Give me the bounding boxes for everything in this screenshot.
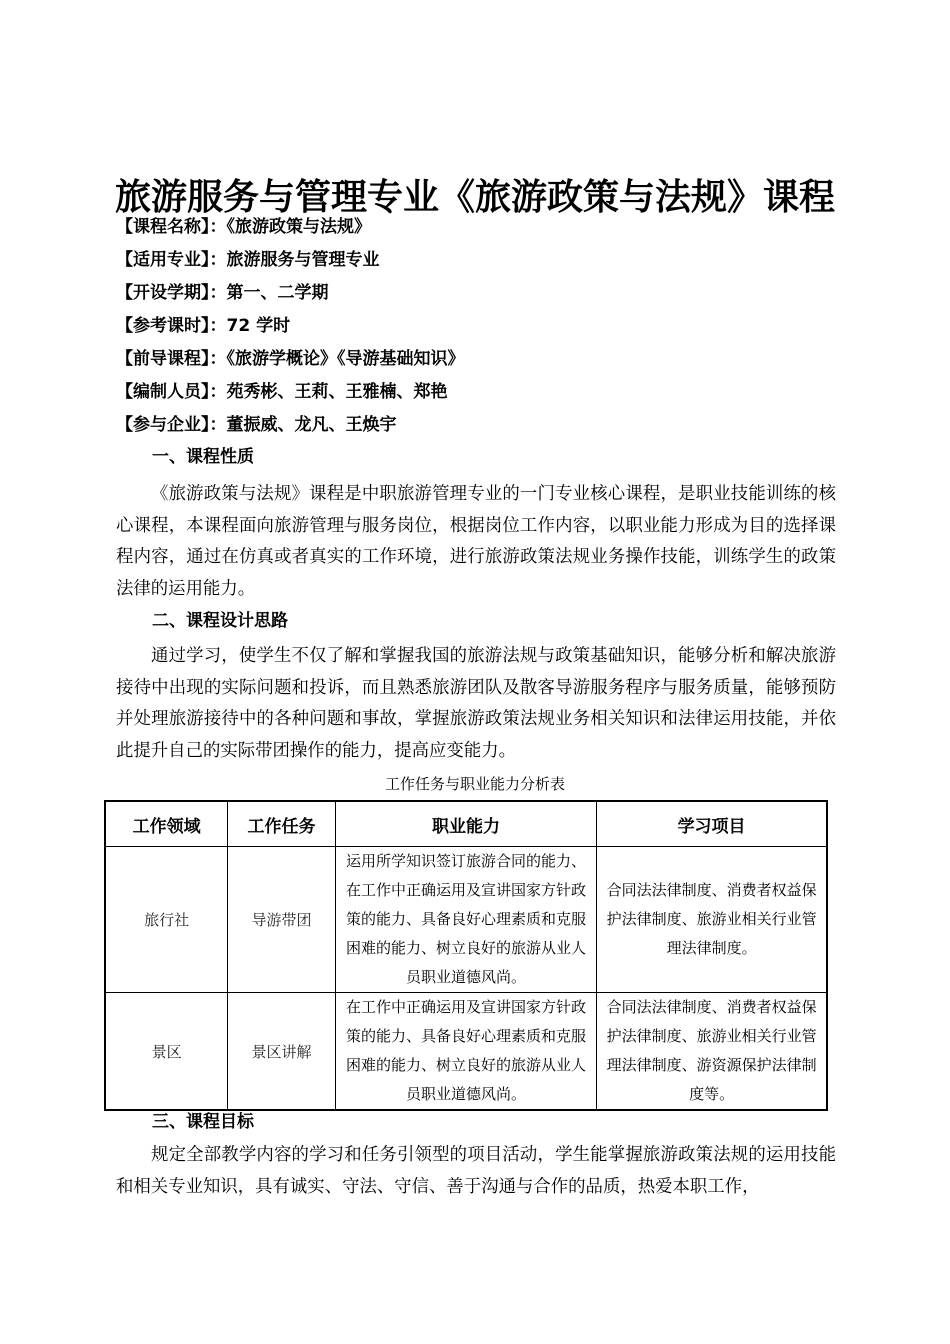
meta-major <box>116 244 836 277</box>
course-meta <box>116 211 836 442</box>
table-row <box>105 847 827 993</box>
cell-task: 导游带团 <box>228 847 336 993</box>
meta-semester <box>116 277 836 310</box>
section-text-design: 通过学习，使学生不仅了解和掌握我国的旅游法规与政策基础知识，能够分析和解决旅游接待中出现的实际问题和投诉，而且熟悉旅游团队及散客导游服务程序与服务质量，能够预防并处理旅游接待中的各种问题和事故，掌握旅游政策法规业务相关知识和法律运用技能，并依此提升自己的实际带团操作的能力，提高应变能力。 <box>116 646 836 761</box>
section-text-nature: 《旅游政策与法规》课程是中职旅游管理专业的一门专业核心课程，是职业技能训练的核心课程，本课程面向旅游管理与服务岗位，根据岗位工作内容，以职业能力形成为目的选择课程内容，通过在仿真或者真实的工作环境，进行旅游政策法规业务操作技能，训练学生的政策法律的运用能力。 <box>116 484 836 599</box>
cell-project: 合同法法律制度、消费者权益保护法律制度、旅游业相关行业管理法律制度。 <box>597 847 827 993</box>
header-project: 学习项目 <box>597 801 827 847</box>
meta-value: 旅游服务与管理专业 <box>226 250 380 270</box>
document-title: 旅游服务与管理专业《旅游政策与法规》课程 <box>114 177 835 218</box>
cell-task: 景区讲解 <box>228 993 336 1111</box>
section-text-goals: 规定全部教学内容的学习和任务引领型的项目活动，学生能掌握旅游政策法规的运用技能和相关专业知识，具有诚实、守法、守信、善于沟通与合作的品质，热爱本职工作， <box>116 1145 836 1197</box>
header-ability: 职业能力 <box>335 801 596 847</box>
section-heading-design: 二、课程设计思路 <box>152 611 288 631</box>
cell-project: 合同法法律制度、消费者权益保护法律制度、旅游业相关行业管理法律制度、游资源保护法律制度等。 <box>597 993 827 1111</box>
table-header-row <box>105 801 827 847</box>
meta-prerequisites <box>116 343 836 376</box>
cell-ability: 在工作中正确运用及宣讲国家方针政策的能力、具备良好心理素质和克服困难的能力、树立良好的旅游从业人员职业道德风尚。 <box>335 993 596 1111</box>
section-heading-nature: 一、课程性质 <box>152 447 254 467</box>
meta-label: 【编制人员】： <box>116 382 227 402</box>
meta-label: 【参与企业】： <box>116 415 227 435</box>
cell-domain: 景区 <box>105 993 228 1111</box>
table-row <box>105 993 827 1111</box>
ability-analysis-table <box>104 800 828 1111</box>
meta-value: 苑秀彬、王莉、王雅楠、郑艳 <box>226 382 448 402</box>
table-caption: 工作任务与职业能力分析表 <box>384 775 565 793</box>
meta-value: 第一、二学期 <box>226 283 329 303</box>
cell-ability: 运用所学知识签订旅游合同的能力、在工作中正确运用及宣讲国家方针政策的能力、具备良好心理素质和克服困难的能力、树立良好的旅游从业人员职业道德风尚。 <box>335 847 596 993</box>
meta-label: 【前导课程】： <box>116 349 227 369</box>
meta-value: 《旅游学概论》《导游基础知识》 <box>226 349 465 369</box>
meta-value: 《旅游政策与法规》 <box>226 217 371 237</box>
section-heading-goals: 三、课程目标 <box>152 1112 254 1132</box>
meta-course-name <box>116 211 836 244</box>
meta-label: 【参考课时】： <box>116 316 227 336</box>
meta-companies <box>116 409 836 442</box>
meta-label: 【适用专业】： <box>116 250 227 270</box>
cell-domain: 旅行社 <box>105 847 228 993</box>
header-work-domain: 工作领域 <box>105 801 228 847</box>
meta-value: 董振威、龙凡、王焕宇 <box>226 415 397 435</box>
header-work-task: 工作任务 <box>228 801 336 847</box>
meta-label: 【课程名称】： <box>116 217 227 237</box>
meta-value: 72 学时 <box>226 316 291 336</box>
meta-label: 【开设学期】： <box>116 283 227 303</box>
meta-authors <box>116 376 836 409</box>
meta-hours <box>116 310 836 343</box>
